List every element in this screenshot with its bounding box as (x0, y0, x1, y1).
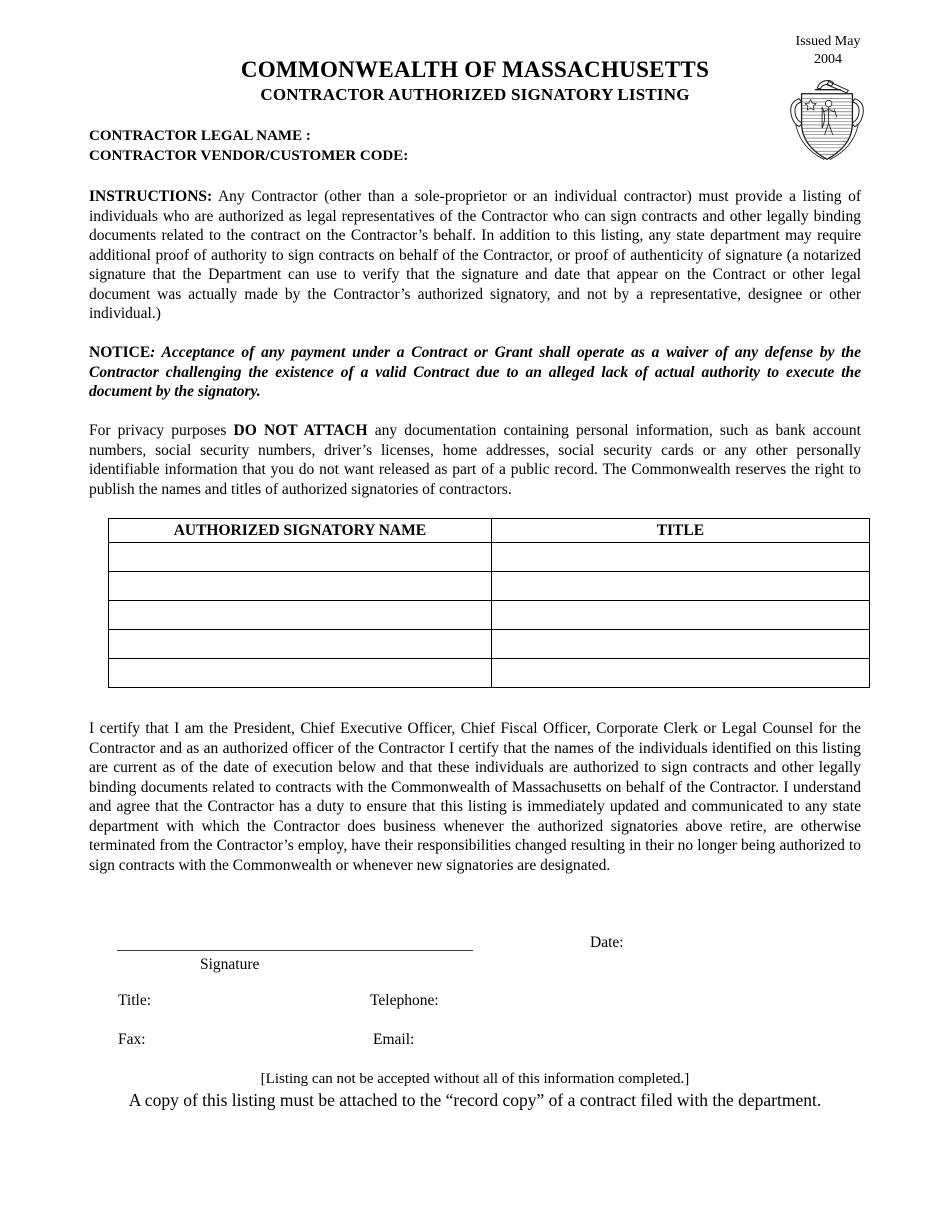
instructions-body: Any Contractor (other than a sole-proprietor or an individual contractor) must provide a listing of individuals who are authorized as legal representatives of the Contractor who can sign contracts and other legally binding documents related to the contract on the Contractor’s behalf. In addition to this listing, any state department may require additional proof of authority to sign contracts on behalf of the Contractor, or proof of authenticity of signature (a notarized signature that the Department can use to verify that the signature and date that appear on the Contract or other legal document was actually made by the Contractor’s authorized signatory, and not by a representative, designee or other individual.) (89, 188, 861, 322)
page-subtitle: CONTRACTOR AUTHORIZED SIGNATORY LISTING (260, 85, 690, 104)
signatory-name-cell[interactable] (109, 630, 492, 659)
table-row (109, 659, 870, 688)
signatory-title-cell[interactable] (491, 572, 869, 601)
column-header-title: TITLE (491, 519, 869, 543)
privacy-do-not-attach: DO NOT ATTACH (233, 422, 368, 439)
table-row (109, 630, 870, 659)
signatory-title-cell[interactable] (491, 630, 869, 659)
signatory-name-cell[interactable] (109, 572, 492, 601)
footer-record-copy-line: A copy of this listing must be attached to the “record copy” of a contract filed with the department. (128, 1090, 822, 1110)
table-row (109, 601, 870, 630)
signature-line[interactable] (117, 937, 473, 951)
privacy-paragraph (89, 421, 861, 499)
table-row (109, 572, 870, 601)
fax-label: Fax: (118, 1031, 146, 1048)
privacy-text-rest: any documentation containing personal information, such as bank account numbers, social security numbers, driver’s licenses, home addresses, social security cards or any other personally identifiable information that you do not want released as part of a public record. The Commonwealth reserves the right to publish the names and titles of authorized signatories of contractors. (89, 422, 861, 498)
issued-date-line2: 2004 (814, 52, 842, 67)
table-row (109, 543, 870, 572)
page-title: COMMONWEALTH OF MASSACHUSETTS (240, 57, 710, 82)
table-header-row (109, 519, 870, 543)
signature-caption: Signature (200, 956, 260, 973)
signatory-name-cell[interactable] (109, 543, 492, 572)
certification-paragraph: I certify that I am the President, Chief Executive Officer, Chief Fiscal Officer, Corporate Clerk or Legal Counsel for the Contractor and as an authorized officer of the Contractor I certify that the names of the individuals identified on this listing are current as of the date of execution below and that these individuals are authorized to sign contracts and other legally binding documents related to contracts with the Commonwealth of Massachusetts on behalf of the Contractor. I understand and agree that the Contractor has a duty to ensure that this listing is immediately updated and communicated to any state department with which the Contractor does business whenever the authorized signatories above retire, are otherwise terminated from the Contractor’s employ, have their responsibilities changed resulting in their no longer being authorized to sign contracts with the Commonwealth or whenever new signatories are designated. (89, 720, 861, 874)
instructions-paragraph (89, 187, 861, 324)
notice-label: NOTICE (89, 344, 151, 361)
signatory-title-cell[interactable] (491, 659, 869, 688)
footer-completion-note: [Listing can not be accepted without all of this information completed.] (260, 1071, 690, 1087)
telephone-label: Telephone: (370, 992, 439, 1009)
contractor-vendor-code-label: CONTRACTOR VENDOR/CUSTOMER CODE: (89, 147, 409, 164)
email-label: Email: (373, 1031, 415, 1048)
notice-body: : Acceptance of any payment under a Contract or Grant shall operate as a waiver of any defense by the Contractor challenging the existence of a valid Contract due to an alleged lack of actual authority to execute the document by the signatory. (89, 344, 861, 400)
column-header-signatory-name: AUTHORIZED SIGNATORY NAME (109, 519, 492, 543)
instructions-label: INSTRUCTIONS: (89, 188, 213, 205)
signatory-name-cell[interactable] (109, 659, 492, 688)
issued-date-line1: Issued May (795, 34, 861, 49)
signatory-name-cell[interactable] (109, 601, 492, 630)
date-label: Date: (590, 934, 624, 951)
signatory-table (108, 518, 870, 688)
privacy-text-lead: For privacy purposes (89, 422, 234, 439)
notice-paragraph (89, 343, 861, 402)
contractor-legal-name-label: CONTRACTOR LEGAL NAME : (89, 128, 311, 144)
contractor-info (89, 127, 769, 166)
title-label: Title: (118, 992, 152, 1009)
signatory-title-cell[interactable] (491, 543, 869, 572)
signatory-title-cell[interactable] (491, 601, 869, 630)
